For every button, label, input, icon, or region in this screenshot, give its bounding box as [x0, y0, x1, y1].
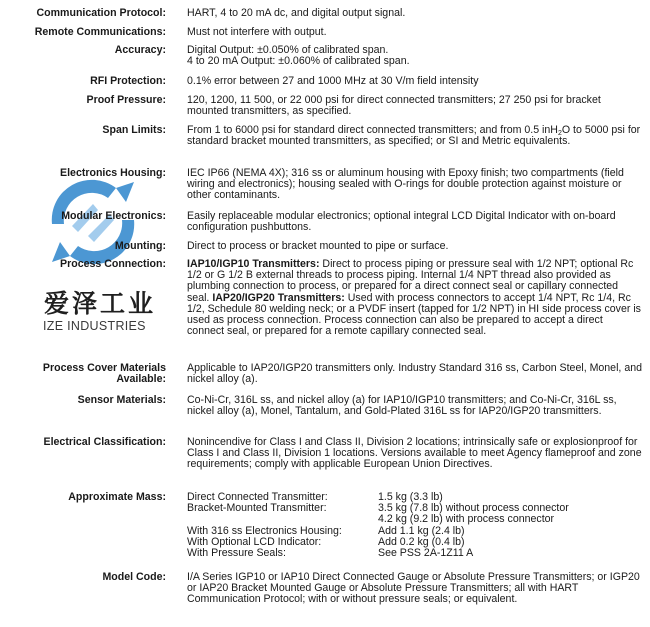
spec-label: Approximate Mass: — [68, 491, 166, 503]
spec-value: I/A Series IGP10 or IAP10 Direct Connected Gauge or Absolute Pressure Transmitters; or IGP20 or IAP20 Bracket Mounted Gauge or Absolute Pressure Transmitters; all with HART Communication Protocol; with or without pressure seals; or equivalent. — [187, 571, 640, 606]
mass-value: Add 0.2 kg (0.4 lb) — [378, 536, 465, 548]
spec-value: Nonincendive for Class I and Class II, Division 2 locations; intrinsically safe or explosionproof for Class I and Class II, Division 1 locations. Versions available to meet Agency flameproof and zone requirements; comply with applicable European Union Directives. — [187, 436, 642, 471]
accuracy-analog: 4 to 20 mA Output: ±0.060% of calibrated span. — [187, 55, 410, 68]
spec-value: HART, 4 to 20 mA dc, and digital output signal. — [187, 7, 406, 19]
span-subscript: 2 — [557, 130, 562, 137]
watermark-english-text: IZE INDUSTRIES — [43, 319, 146, 333]
span-text-1: From 1 to 6000 psi for standard direct connected transmitters; and from 0.5 inH — [187, 124, 558, 136]
spec-value — [187, 125, 642, 147]
spec-label: Remote Communications: — [34, 26, 166, 38]
spec-label — [43, 363, 166, 385]
mass-value: See PSS 2A-1Z11 A — [378, 547, 474, 559]
spec-value — [187, 259, 642, 337]
mass-value: 3.5 kg (7.8 lb) without process connector — [378, 502, 569, 514]
spec-label: Process Connection: — [60, 258, 166, 270]
process-heading-20: IAP20/IGP20 Transmitters: — [212, 291, 345, 304]
mass-key: With Optional LCD Indicator: — [187, 536, 322, 548]
process-text-10: Direct to process piping or pressure seal with 1/2 NPT; optional Rc 1/2 or G 1/2 B external threads to process piping. Internal 1/4 NPT thread also provided as plumbing connection to process, or prepared for a direct connect seal or capillary connected seal. — [187, 258, 634, 304]
spec-label: Modular Electronics: — [61, 210, 166, 222]
mass-key: With 316 ss Electronics Housing: — [187, 525, 342, 537]
span-text-2: O to 5000 psi for standard bracket mounted transmitters, as specified; or SI and Metric equivalents. — [187, 124, 641, 148]
spec-label: Model Code: — [102, 571, 166, 583]
spec-label: Electronics Housing: — [60, 167, 166, 179]
spec-label-line1: Process Cover Materials — [42, 362, 166, 374]
spec-label: Communication Protocol: — [36, 7, 166, 19]
spec-value: Must not interfere with output. — [187, 26, 327, 38]
mass-value: 4.2 kg (9.2 lb) with process connector — [378, 513, 555, 525]
spec-value: Co-Ni-Cr, 316L ss, and nickel alloy (a) for IAP10/IGP10 transmitters; and Co-Ni-Cr, 316L ss, nickel alloy (a), Monel, Tantalum, and Gold-Plated 316L ss for IAP20/IGP20 transmitters. — [187, 394, 617, 418]
spec-label: Proof Pressure: — [86, 94, 166, 106]
spec-label: Accuracy: — [114, 44, 166, 56]
mass-value: 1.5 kg (3.3 lb) — [378, 491, 443, 503]
spec-value: Applicable to IAP20/IGP20 transmitters only. Industry Standard 316 ss, Carbon Steel, Monel, and nickel alloy (a). — [187, 362, 642, 386]
spec-value: Direct to process or bracket mounted to pipe or surface. — [187, 240, 449, 252]
spec-value — [187, 45, 642, 67]
spec-value: 0.1% error between 27 and 1000 MHz at 30 V/m field intensity — [187, 75, 479, 87]
spec-label-line2: Available: — [116, 373, 166, 386]
spec-value: 120, 1200, 11 500, or 22 000 psi for direct connected transmitters; 27 250 psi for bracket mounted transmitters, as specified. — [187, 94, 601, 118]
mass-key: Bracket-Mounted Transmitter: — [187, 502, 327, 514]
spec-value: IEC IP66 (NEMA 4X); 316 ss or aluminum housing with Epoxy finish; two compartments (field wiring and electronics); housing sealed with O-rings for double protection against moisture or other contaminants. — [187, 167, 624, 202]
spec-label: Sensor Materials: — [77, 394, 166, 406]
process-text-20: Used with process connectors to accept 1/4 NPT, Rc 1/4, Rc 1/2, Schedule 80 welding neck; or a PVDF insert (tapped for 1/2 NPT) in HI side process cover is used as process connection. Process connection can also be prepared to accept a direct connect seal, or prepared for a remote capillary connected seal. — [187, 291, 641, 338]
spec-label: RFI Protection: — [90, 75, 166, 87]
mass-key: With Pressure Seals: — [187, 547, 286, 559]
spec-label: Mounting: — [114, 240, 166, 252]
spec-label: Electrical Classification: — [43, 436, 166, 448]
spec-label: Span Limits: — [102, 124, 166, 136]
accuracy-digital: Digital Output: ±0.050% of calibrated span. — [187, 44, 389, 56]
process-heading-10: IAP10/IGP10 Transmitters: — [187, 258, 320, 270]
mass-value: Add 1.1 kg (2.4 lb) — [378, 525, 465, 537]
watermark-chinese-text: 爱泽工业 — [44, 289, 157, 318]
spec-value: Easily replaceable modular electronics; optional integral LCD Digital Indicator with on-board configuration pushbuttons. — [187, 210, 616, 234]
mass-key: Direct Connected Transmitter: — [187, 491, 328, 503]
